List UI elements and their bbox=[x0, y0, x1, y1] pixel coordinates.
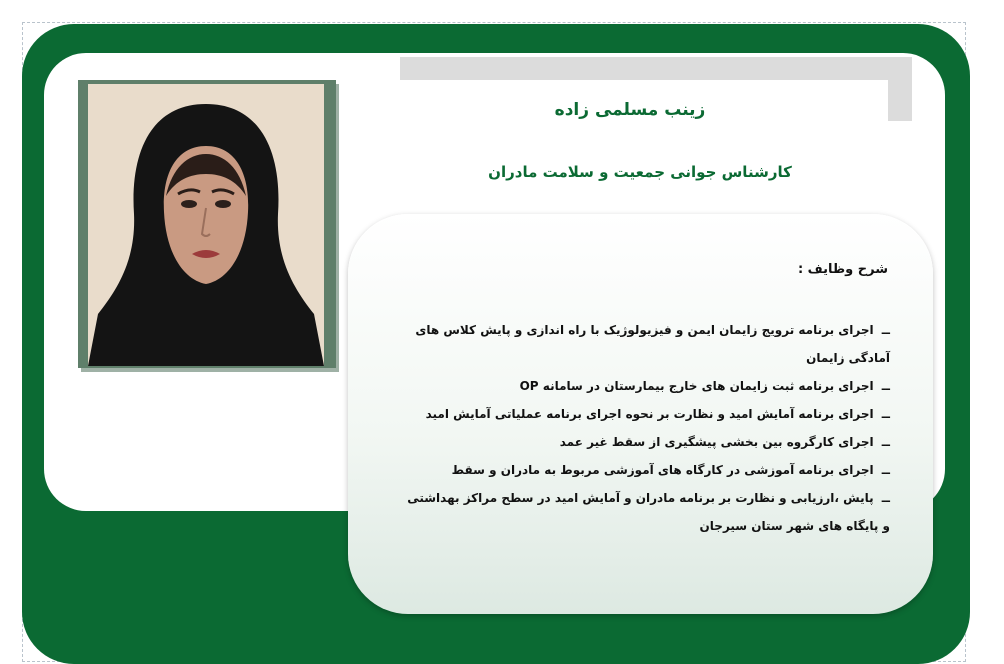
bullet-dash: ــ bbox=[881, 435, 890, 449]
bullet-dash: ــ bbox=[881, 323, 890, 337]
duty-item bbox=[400, 484, 890, 540]
portrait-icon bbox=[88, 84, 324, 366]
duty-text: اجرای برنامه ثبت زایمان های خارج بیمارستان در سامانه OP bbox=[519, 379, 874, 393]
duty-item bbox=[400, 456, 890, 484]
bullet-dash: ــ bbox=[881, 463, 890, 477]
duty-text: اجرای برنامه ترویج زایمان ایمن و فیزیولوژیک با راه اندازی و پایش کلاس های آمادگی زایمان bbox=[415, 323, 890, 365]
duty-text: اجرای کارگروه بین بخشی پیشگیری از سقط غیر عمد bbox=[559, 435, 874, 449]
job-title: کارشناس جوانی جمعیت و سلامت مادران bbox=[488, 163, 792, 181]
duties-list bbox=[400, 316, 890, 540]
bullet-dash: ــ bbox=[881, 407, 890, 421]
person-name: زینب مسلمی زاده bbox=[554, 100, 706, 120]
portrait-photo bbox=[88, 84, 324, 366]
bullet-dash: ــ bbox=[881, 491, 890, 505]
duty-text: پایش ،ارزیابی و نظارت بر برنامه مادران و آمایش امید در سطح مراکز بهداشتی و پایگاه های شهر ستان سیرجان bbox=[407, 491, 890, 533]
duty-item bbox=[400, 372, 890, 400]
duty-item bbox=[400, 428, 890, 456]
duty-item bbox=[400, 316, 890, 372]
duty-text: اجرای برنامه آمایش امید و نظارت بر نحوه اجرای برنامه عملیاتی آمایش امید bbox=[425, 407, 874, 421]
duty-text: اجرای برنامه آموزشی در کارگاه های آموزشی مربوط به مادران و سقط bbox=[451, 463, 874, 477]
duties-heading: شرح وظایف : bbox=[797, 262, 888, 277]
duty-item bbox=[400, 400, 890, 428]
bullet-dash: ــ bbox=[881, 379, 890, 393]
